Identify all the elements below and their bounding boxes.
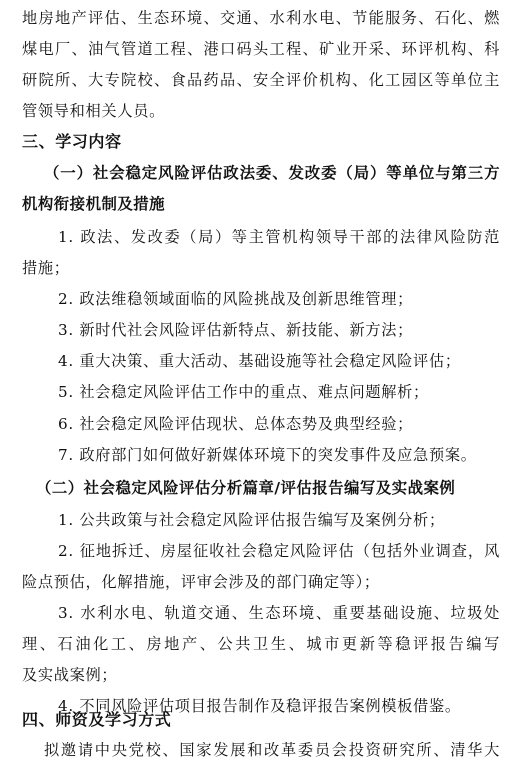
part2-line-7: 4. 不同风险评估项目报告制作及稳评报告案例模板借鉴。 — [58, 697, 461, 715]
part2-line-3: 险点预估，化解措施，评审会涉及的部门确定等）； — [22, 573, 380, 591]
intro-line-1: 地房地产评估、生态环境、交通、水利水电、节能服务、石化、燃 — [22, 9, 500, 27]
part1-item-1-line-2: 措施； — [22, 259, 70, 277]
part1-item-3: 3. 新时代社会风险评估新特点、新技能、新方法； — [58, 321, 414, 339]
section-heading-learning-content: 三、学习内容 — [22, 132, 122, 151]
part1-item-6: 6. 社会稳定风险评估现状、总体态势及典型经验； — [58, 415, 414, 433]
section4-line-1: 拟邀请中央党校、国家发展和改革委员会投资研究所、清华大 — [44, 741, 500, 759]
subheading-part1-line-1: （一）社会稳定风险评估政法委、发改委（局）等单位与第三方 — [44, 164, 500, 182]
subheading-part2: （二）社会稳定风险评估分析篇章/评估报告编写及实战案例 — [36, 479, 456, 497]
intro-line-2: 煤电厂、油气管道工程、港口码头工程、矿业开采、环评机构、科 — [22, 40, 500, 58]
part1-item-7: 7. 政府部门如何做好新媒体环境下的突发事件及应急预案。 — [58, 446, 477, 464]
part2-line-6: 及实战案例； — [22, 666, 118, 684]
part2-line-1: 1. 公共政策与社会稳定风险评估报告编写及案例分析； — [58, 511, 445, 529]
part2-line-5: 理、石油化工、房地产、公共卫生、城市更新等稳评报告编写 — [22, 635, 500, 653]
part2-line-4: 3. 水利水电、轨道交通、生态环境、重要基础设施、垃圾处 — [58, 604, 500, 622]
intro-line-3: 研院所、大专院校、食品药品、安全评价机构、化工园区等单位主 — [22, 71, 500, 89]
subheading-part1-line-2: 机构衔接机制及措施 — [22, 195, 166, 213]
part1-item-1-line-1: 1. 政法、发改委（局）等主管机构领导干部的法律风险防范 — [58, 228, 500, 246]
section-heading-faculty-and-study-mode: 四、师资及学习方式 — [22, 710, 172, 729]
part1-item-4: 4. 重大决策、重大活动、基础设施等社会稳定风险评估； — [58, 352, 461, 370]
part1-item-5: 5. 社会稳定风险评估工作中的重点、难点问题解析； — [58, 383, 429, 401]
intro-line-4: 管领导和相关人员。 — [22, 102, 165, 120]
part1-item-2: 2. 政法维稳领域面临的风险挑战及创新思维管理； — [58, 290, 414, 308]
part2-line-2: 2. 征地拆迁、房屋征收社会稳定风险评估（包括外业调查，风 — [58, 542, 500, 560]
